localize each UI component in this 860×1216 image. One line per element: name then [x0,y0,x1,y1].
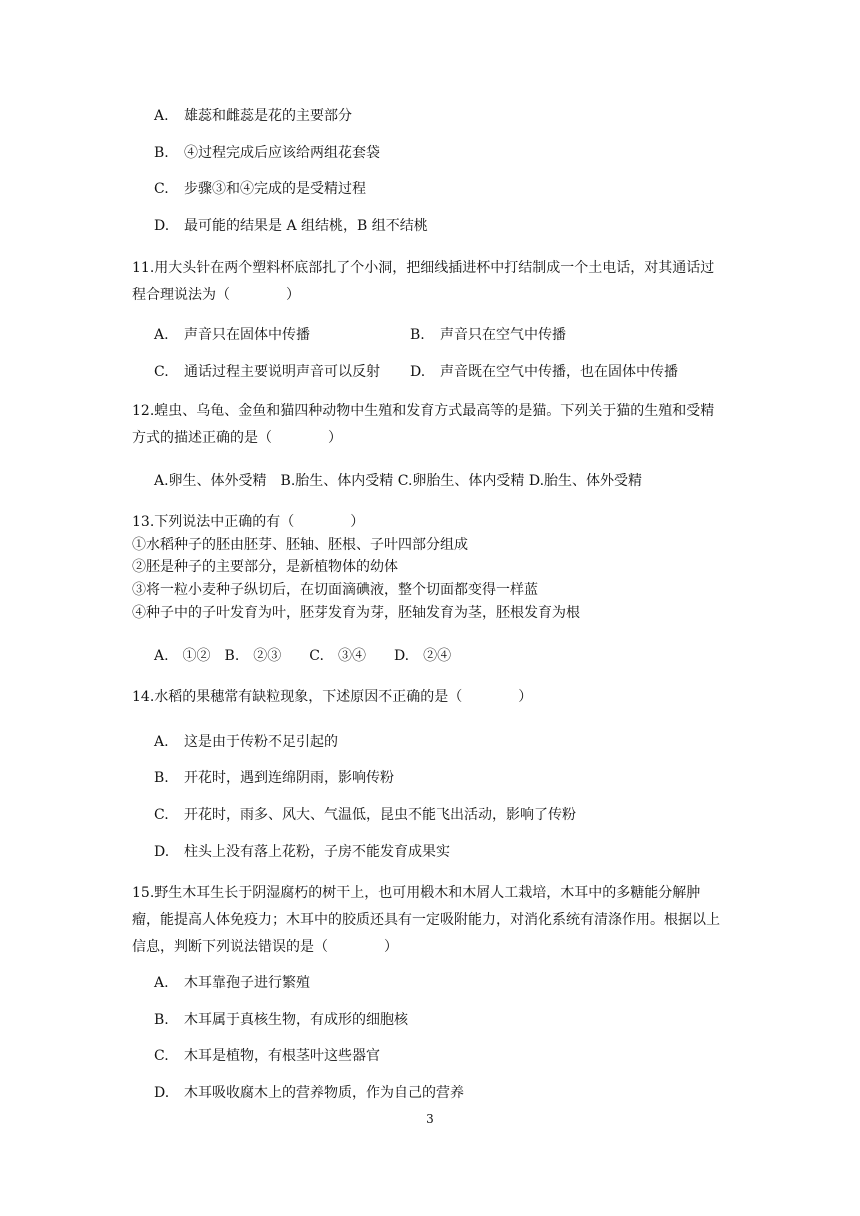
q15-option-a [154,974,310,992]
option-label: B. [154,770,169,786]
option-label: D. [154,1085,170,1101]
option-label: A. [154,975,169,991]
option-label: D. [410,364,426,380]
q14-stem: 14.水稻的果穗常有缺粒现象，下述原因不正确的是（ ） [132,689,533,705]
q10-option-b [154,144,380,162]
option-text: 通话过程主要说明声音可以反射 [184,364,380,380]
q12-stem: 12.蝗虫、乌龟、金鱼和猫四种动物中生殖和发育方式最高等的是猫。下列关于猫的生殖和受精方式的描述正确的是（ ） [132,403,715,446]
q10-option-a [154,107,352,125]
option-label: B. [410,327,425,343]
q14-option-d [154,843,450,861]
option-text: 声音只在空气中传播 [440,327,566,343]
option-label: A. [154,108,169,124]
option-text: 木耳是植物，有根茎叶这些器官 [184,1048,380,1064]
option-text: 声音既在空气中传播，也在固体中传播 [440,364,678,380]
q15-stem: 15.野生木耳生长于阴湿腐朽的树干上，也可用椴木和木屑人工栽培，木耳中的多糖能分解肿瘤，能提高人体免疫力；木耳中的胶质还具有一定吸附能力，对消化系统有清涤作用。根据以上信息，判断下列说法错误的是（ ） [132,885,720,955]
option-text: 柱头上没有落上花粉，子房不能发育成果实 [184,844,450,860]
option-label: D. [154,218,170,234]
q13-statement-4: ④种子中的子叶发育为叶，胚芽发育为芽，胚轴发育为茎，胚根发育为根 [132,605,580,621]
q14-option-c [154,806,576,824]
q14-option-a [154,733,338,751]
q11-option-b [410,326,566,344]
option-text: 声音只在固体中传播 [184,327,310,343]
q13-options: A. ①② B. ②③ C. ③④ D. ②④ [154,648,452,664]
option-text: 木耳吸收腐木上的营养物质，作为自己的营养 [184,1085,464,1101]
option-label: B. [154,145,169,161]
q14-option-b [154,769,394,787]
q11-option-c [154,363,380,381]
q12-options: A.卵生、体外受精 B.胎生、体内受精 C.卵胎生、体内受精 D.胎生、体外受精 [154,473,643,489]
page-number: 3 [426,1112,434,1126]
q13-statement-3: ③将一粒小麦种子纵切后，在切面滴碘液，整个切面都变得一样蓝 [132,582,538,598]
q11-option-d [410,363,678,381]
option-text: 步骤③和④完成的是受精过程 [184,181,366,197]
option-text: 这是由于传粉不足引起的 [184,734,338,750]
option-label: D. [154,844,170,860]
q15-option-b [154,1011,408,1029]
option-text: 木耳属于真核生物，有成形的细胞核 [184,1012,408,1028]
q10-option-c [154,180,366,198]
q11-stem: 11.用大头针在两个塑料杯底部扎了个小洞，把细线插进杯中打结制成一个土电话，对其通话过程合理说法为（ ） [132,260,715,303]
option-label: C. [154,1048,169,1064]
q13-statement-2: ②胚是种子的主要部分，是新植物体的幼体 [132,559,398,575]
option-label: A. [154,327,169,343]
option-label: C. [154,181,169,197]
option-text: 开花时，遇到连绵阴雨，影响传粉 [184,770,394,786]
option-label: C. [154,364,169,380]
q13-stem: 13.下列说法中正确的有（ ） [132,514,365,530]
option-text: 开花时，雨多、风大、气温低，昆虫不能飞出活动，影响了传粉 [184,807,576,823]
option-text: 雄蕊和雌蕊是花的主要部分 [184,108,352,124]
q15-option-d [154,1084,464,1102]
q15-option-c [154,1047,380,1065]
q13-statement-1: ①水稻种子的胚由胚芽、胚轴、胚根、子叶四部分组成 [132,537,468,553]
q11-option-a [154,326,310,344]
option-label: B. [154,1012,169,1028]
q10-option-d [154,217,428,235]
option-text: ④过程完成后应该给两组花套袋 [184,145,380,161]
option-text: 最可能的结果是 A 组结桃，B 组不结桃 [184,218,428,234]
option-text: 木耳靠孢子进行繁殖 [184,975,310,991]
option-label: C. [154,807,169,823]
option-label: A. [154,734,169,750]
